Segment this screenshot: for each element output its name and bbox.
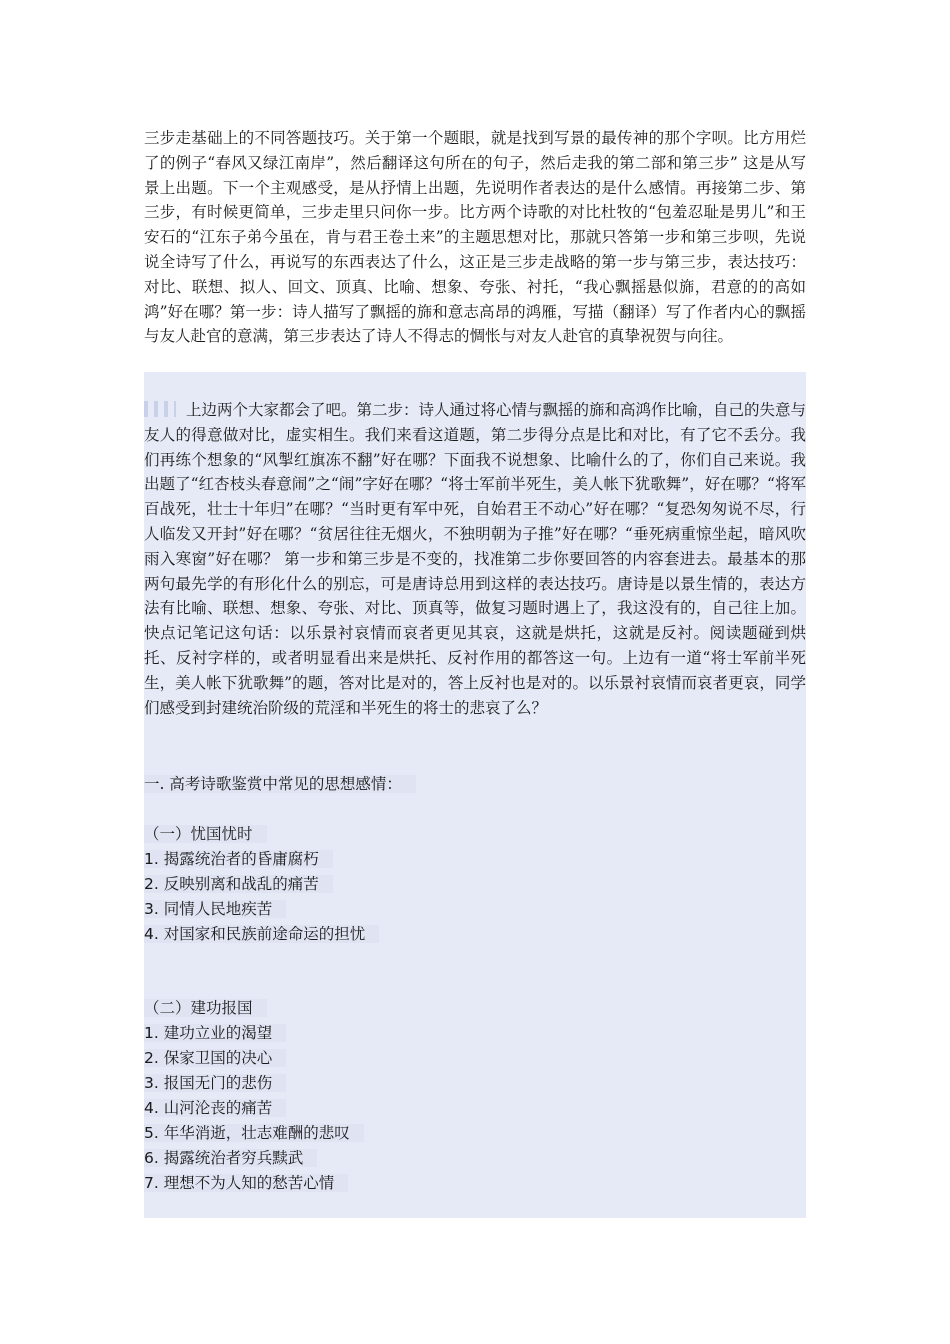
paragraph-answer-techniques: 三步走基础上的不同答题技巧。关于第一个题眼，就是找到写景的最传神的那个字呗。比方用烂了的例子“春风又绿江南岸”，然后翻译这句所在的句子，然后走我的第二部和第三步” 这是从写景上出题。下一个主观感受，是从抒情上出题，先说明作者表达的是什么感情。再接第二步、第三步，有时候更简单，三步走里只问你一步。比方两个诗歌的对比杜牧的“包羞忍耻是男儿”和王安石的“江东子弟今虽在，肯与君王卷土来”的主题思想对比，那就只答第一步和第三步呗，先说说全诗写了什么，再说写的东西表达了什么，这正是三步走战略的第一步与第三步，表达技巧：对比、联想、拟人、回文、顶真、比喻、想象、夸张、衬托，“我心飘摇悬似旆，君意的的高如鸿”好在哪？第一步：诗人描写了飘摇的旆和意志高昂的鸿雁，写描（翻译）写了作者内心的飘摇与友人赴官的意满，第三步表达了诗人不得志的惆怅与对友人赴官的真挚祝贺与向往。 bbox=[144, 129, 806, 346]
list-item: 5. 年华消逝，壮志难酬的悲叹 bbox=[144, 1123, 364, 1143]
list-item: 7. 理想不为人知的愁苦心情 bbox=[144, 1173, 348, 1193]
paragraph-comparison-practice bbox=[144, 398, 806, 720]
list-item: 3. 同情人民地疾苦 bbox=[144, 899, 286, 919]
paragraph-comparison-text: 上边两个大家都会了吧。第二步：诗人通过将心情与飘摇的旆和高鸿作比喻，自己的失意与友人的得意做对比，虚实相生。我们来看这道题，第二步得分点是比和对比，有了它不丢分。我们再练个想象的“风掣红旗冻不翻”好在哪？下面我不说想象、比喻什么的了，你们自己来说。我出题了“红杏枝头春意闹”之“闹”字好在哪？“将士军前半死生，美人帐下犹歌舞”，好在哪？“将军百战死，壮士十年归”在哪？“当时更有军中死，自始君王不动心”好在哪？“复恐匆匆说不尽，行人临发又开封”好在哪？“贫居往往无烟火，不独明朝为子推”好在哪？“垂死病重惊坐起，暗风吹雨入寒窗”好在哪？ 第一步和第三步是不变的，找准第二步你要回答的内容套进去。最基本的那两句最先学的有形化什么的别忘，可是唐诗总用到这样的表达技巧。唐诗是以景生情的，表达方法有比喻、联想、想象、夸张、对比、顶真等，做复习题时遇上了，我这没有的，自己往上加。快点记笔记这句话：以乐景衬哀情而哀者更见其哀，这就是烘托，这就是反衬。阅读题碰到烘托、反衬字样的，或者明显看出来是烘托、反衬作用的都答这一句。上边有一道“将士军前半死生，美人帐下犹歌舞”的题，答对比是对的，答上反衬也是对的。以乐景衬哀情而哀者更哀，同学们感受到封建统治阶级的荒淫和半死生的将士的悲哀了么？ bbox=[144, 401, 807, 717]
list-item: 2. 保家卫国的决心 bbox=[144, 1048, 286, 1068]
list-item: 6. 揭露统治者穷兵黩武 bbox=[144, 1148, 317, 1168]
group-1-title: （一）忧国忧时 bbox=[144, 824, 267, 844]
list-item: 2. 反映别离和战乱的痛苦 bbox=[144, 874, 333, 894]
list-item: 4. 山河沦丧的痛苦 bbox=[144, 1098, 286, 1118]
bar-marker-icon bbox=[144, 401, 176, 417]
list-item: 1. 揭露统治者的昏庸腐朽 bbox=[144, 849, 333, 869]
list-item: 3. 报国无门的悲伤 bbox=[144, 1073, 286, 1093]
list-item: 1. 建功立业的渴望 bbox=[144, 1023, 286, 1043]
list-item: 4. 对国家和民族前途命运的担忧 bbox=[144, 924, 379, 944]
group-2-title: （二）建功报国 bbox=[144, 998, 267, 1018]
section-heading: 一. 高考诗歌鉴赏中常见的思想感情： bbox=[144, 774, 416, 794]
